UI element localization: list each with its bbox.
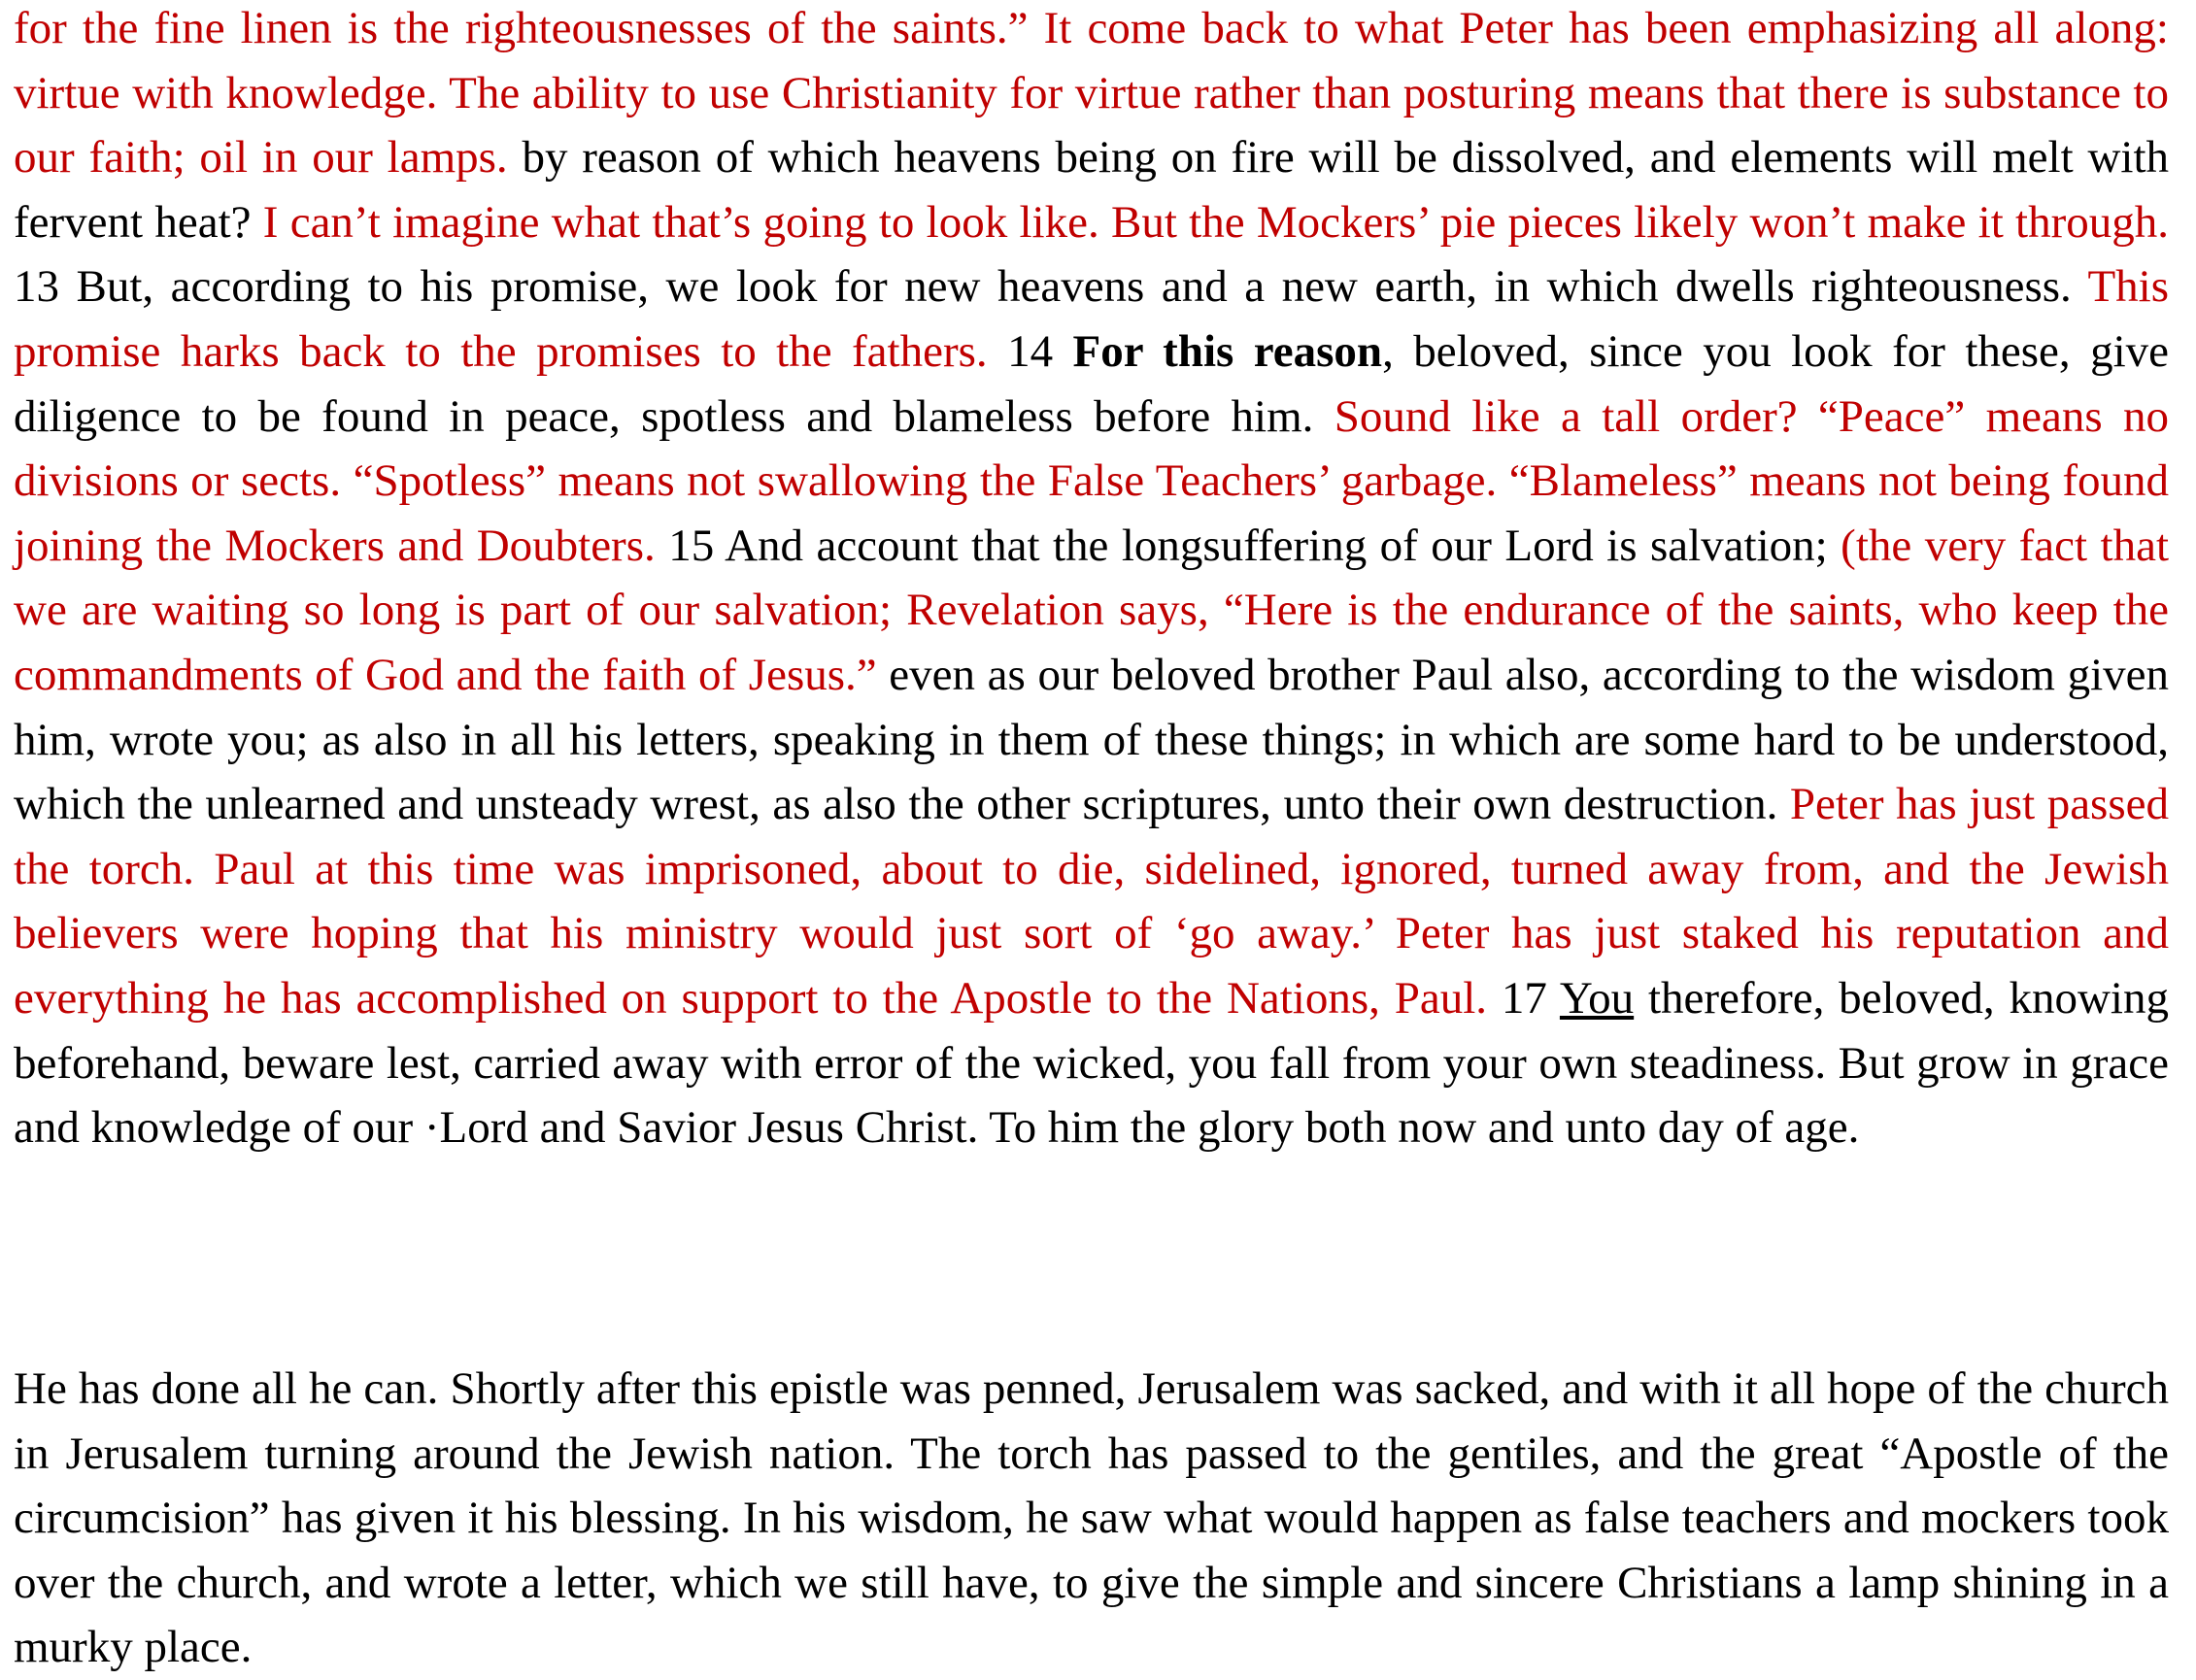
commentary-text: This promise harks back to the promises to the fathers. <box>14 261 2169 377</box>
underlined-word: You <box>1559 972 1635 1024</box>
verse-number: 14 <box>987 325 1073 377</box>
scripture-text: even as our beloved brother Paul also, according to the wisdom given him, wrote you; as also in all his letters, speaking in them of these things; in which are some hard to be understood, which the unlearned and unsteady wrest, as also the other scriptures, unto their own destruction. <box>14 649 2169 830</box>
commentary-text: (the very fact that we are waiting so long is part of our salvation; Revelation says, “Here is the endurance of the saints, who keep the commandments of God and the faith of Jesus.” <box>14 520 2170 700</box>
commentary-text: for the fine linen is the righteousnesses of the saints.” It come back to what Peter has been emphasizing all along: virtue with knowledge. The ability to use Christianity for virtue rather than posturing means that there is substance to our faith; oil in our lamps. <box>14 3 2169 184</box>
verse-number: 17 <box>1487 972 1560 1024</box>
closing-paragraph: He has done all he can. Shortly after this epistle was penned, Jerusalem was sacked, and with it all hope of the church in Jerusalem turning around the Jewish nation. The torch has passed to the gentiles, and the great “Apostle of the circumcision” has given it his blessing. In his wisdom, he saw what would happen as false teachers and mockers took over the church, and wrote a letter, which we still have, to give the simple and sincere Christians a lamp shining in a murky place. <box>14 1363 2169 1673</box>
commentary-text: Peter has just passed the torch. Paul at this time was imprisoned, about to die, sidelined, ignored, turned away from, and the Jewish believers were hoping that his ministry would just sort of ‘go away.’ Peter has just staked his reputation and everything he has accomplished on support to the Apostle to the Nations, Paul. <box>14 779 2169 1024</box>
scripture-text: 15 And account that the longsuffering of our Lord is salvation; <box>655 520 1841 571</box>
commentary-text: I can’t imagine what that’s going to look like. But the Mockers’ pie pieces likely won’t make it through. <box>262 196 2169 248</box>
bold-phrase: For this reason <box>1072 325 1383 377</box>
commentary-text: Sound like a tall order? “Peace” means no divisions or sects. “Spotless” means not swallowing the False Teachers’ garbage. “Blameless” means not being found joining the Mockers and Doubters. <box>14 390 2169 571</box>
scripture-text: 13 But, according to his promise, we look for new heavens and a new earth, in which dwells righteousness. <box>14 261 2088 313</box>
scripture-text: , beloved, since you look for these, give diligence to be found in peace, spotless and blameless before him. <box>14 325 2170 442</box>
scripture-text: by reason of which heavens being on fire will be dissolved, and elements will melt with fervent heat? <box>14 132 2170 248</box>
scripture-text: therefore, beloved, knowing beforehand, beware lest, carried away with error of the wicked, you fall from your own steadiness. But grow in grace and knowledge of our ·Lord and Savior Jesus Christ. To him the glory both now and unto day of age. <box>14 972 2169 1154</box>
commentary-paragraph <box>14 0 2169 1160</box>
